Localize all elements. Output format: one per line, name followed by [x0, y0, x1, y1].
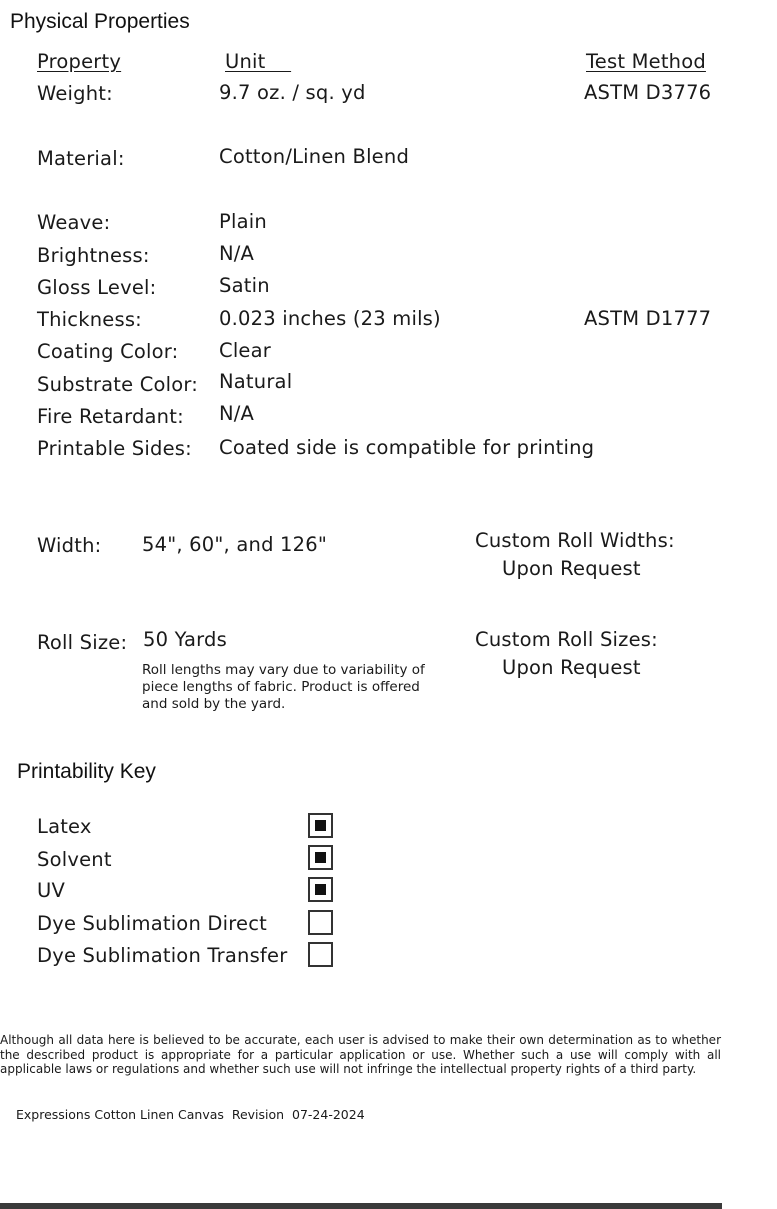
- property-label: Gloss Level:: [37, 276, 157, 299]
- property-value: N/A: [219, 242, 255, 265]
- printability-item-label: Solvent: [37, 848, 112, 871]
- property-value: 0.023 inches (23 mils): [219, 307, 441, 330]
- property-label: Substrate Color:: [37, 373, 199, 396]
- property-column-header: Property: [37, 50, 122, 73]
- width-label: Width:: [37, 534, 102, 557]
- printability-item-label: UV: [37, 879, 66, 902]
- property-label: Brightness:: [37, 244, 150, 267]
- property-label: Weave:: [37, 211, 111, 234]
- checked-mark-icon: [315, 820, 326, 831]
- printability-key-title: Printability Key: [17, 760, 156, 783]
- latex-checkbox: [308, 813, 333, 838]
- printability-item-label: Dye Sublimation Direct: [37, 912, 267, 935]
- checked-mark-icon: [315, 852, 326, 863]
- property-value: Satin: [219, 274, 270, 297]
- uv-checkbox: [308, 877, 333, 902]
- property-value: N/A: [219, 402, 255, 425]
- property-label: Coating Color:: [37, 340, 179, 363]
- roll-size-value: 50 Yards: [143, 628, 227, 651]
- property-label: Material:: [37, 147, 125, 170]
- property-value: Plain: [219, 210, 267, 233]
- dye-sublimation-transfer-checkbox: [308, 942, 333, 967]
- test-method: ASTM D3776: [584, 81, 712, 104]
- property-value: 9.7 oz. / sq. yd: [219, 81, 366, 104]
- custom-roll-sizes-label: Custom Roll Sizes:: [475, 628, 658, 651]
- roll-size-label: Roll Size:: [37, 631, 128, 654]
- roll-length-note: Roll lengths may vary due to variability of piece lengths of fabric. Product is offered and sold by the yard.: [142, 662, 425, 712]
- custom-roll-widths-value: Upon Request: [502, 557, 641, 580]
- printability-item-label: Dye Sublimation Transfer: [37, 944, 288, 967]
- revision-footer: Expressions Cotton Linen Canvas Revision 07-24-2024: [16, 1107, 365, 1122]
- test-method-column-header: Test Method: [586, 50, 706, 73]
- property-value: Coated side is compatible for printing: [219, 436, 595, 459]
- property-value: Natural: [219, 370, 293, 393]
- property-label: Weight:: [37, 82, 113, 105]
- disclaimer-text: Although all data here is believed to be accurate, each user is advised to make their own determination as to whether the described product is appropriate for a particular application or use. Whether such a use will comply with all applicable laws or regulations and whether such use will not infringe the intellectual property rights of a third party.: [0, 1033, 721, 1076]
- physical-properties-title: Physical Properties: [10, 10, 190, 33]
- test-method: ASTM D1777: [584, 307, 712, 330]
- width-value: 54", 60", and 126": [142, 533, 328, 556]
- dye-sublimation-direct-checkbox: [308, 910, 333, 935]
- property-label: Fire Retardant:: [37, 405, 184, 428]
- unit-column-header: Unit: [225, 50, 292, 73]
- custom-roll-widths-label: Custom Roll Widths:: [475, 529, 675, 552]
- bottom-divider: [0, 1203, 722, 1209]
- property-value: Cotton/Linen Blend: [219, 145, 410, 168]
- printability-item-label: Latex: [37, 815, 92, 838]
- solvent-checkbox: [308, 845, 333, 870]
- property-label: Thickness:: [37, 308, 142, 331]
- custom-roll-sizes-value: Upon Request: [502, 656, 641, 679]
- property-label: Printable Sides:: [37, 437, 192, 460]
- checked-mark-icon: [315, 884, 326, 895]
- property-value: Clear: [219, 339, 271, 362]
